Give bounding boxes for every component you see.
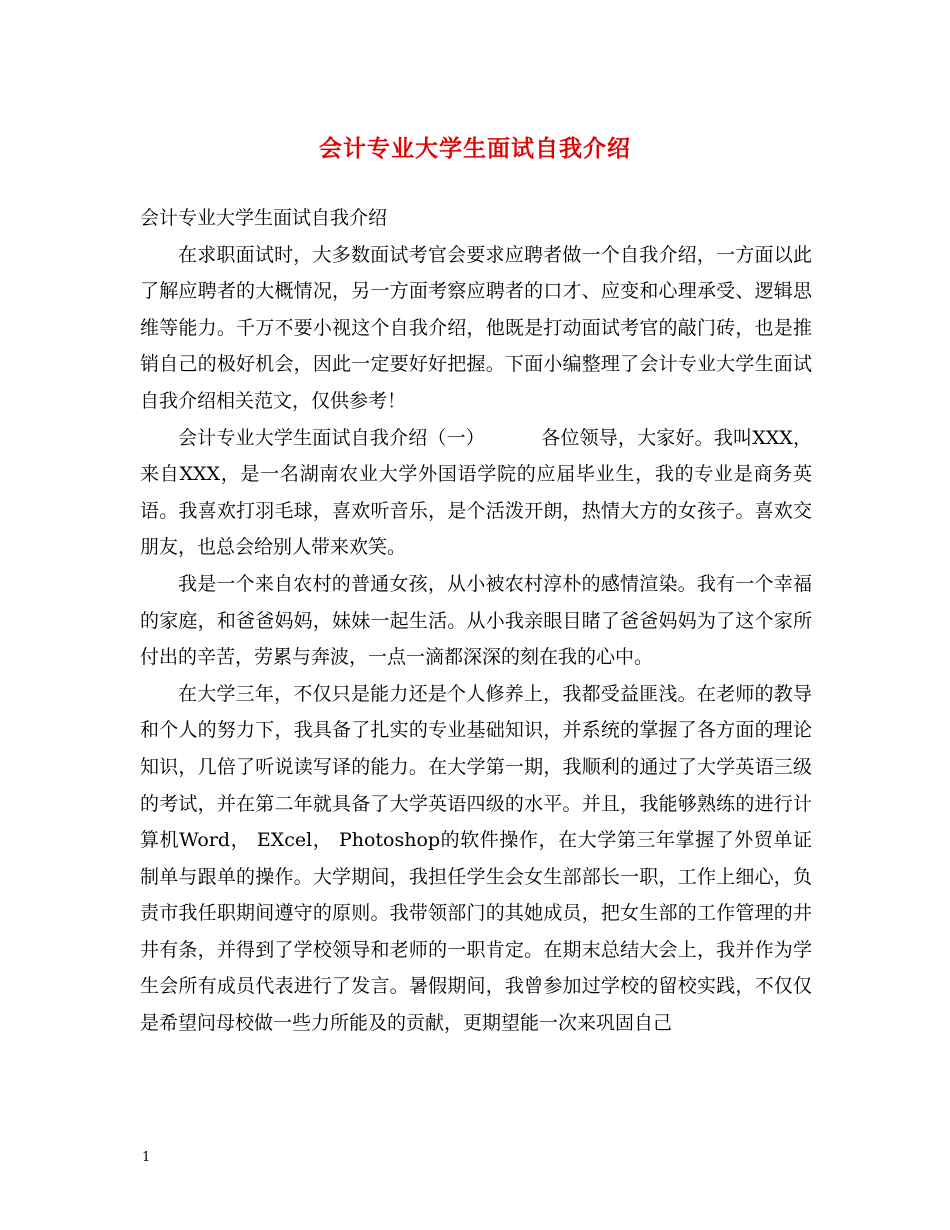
section-body: 各位领导，大家好。我叫XXX，来自XXX，是一名湖南农业大学外国语学院的应届毕业生，我的专业是商务英语。我喜欢打羽毛球，喜欢听音乐，是个活泼开朗，热情大方的女孩子。喜欢交朋友，也总会给别人带来欢笑。: [140, 426, 812, 559]
page-number: 1: [142, 1150, 151, 1165]
section-heading: 会计专业大学生面试自我介绍（一）: [178, 426, 485, 449]
document-body: [140, 200, 812, 1042]
background-paragraph: 我是一个来自农村的普通女孩，从小被农村淳朴的感情渲染。我有一个幸福的家庭，和爸爸妈妈，妹妹一起生活。从小我亲眼目睹了爸爸妈妈为了这个家所付出的辛苦，劳累与奔波，一点一滴都深深的刻在我的心中。: [140, 572, 812, 669]
document-title: 会计专业大学生面试自我介绍: [319, 135, 631, 162]
intro-paragraph: 在求职面试时，大多数面试考官会要求应聘者做一个自我介绍，一方面以此了解应聘者的大概情况，另一方面考察应聘者的口才、应变和心理承受、逻辑思维等能力。千万不要小视这个自我介绍，他既是打动面试考官的敲门砖，也是推销自己的极好机会，因此一定要好好把握。下面小编整理了会计专业大学生面试自我介绍相关范文，仅供参考！: [140, 243, 812, 412]
university-paragraph: 在大学三年，不仅只是能力还是个人修养上，我都受益匪浅。在老师的教导和个人的努力下，我具备了扎实的专业基础知识，并系统的掌握了各方面的理论知识，几倍了听说读写译的能力。在大学第一期，我顺利的通过了大学英语三级的考试，并在第二年就具备了大学英语四级的水平。并且，我能够熟练的进行计算机Word， EXcel， Photoshop的软件操作，在大学第三年掌握了外贸单证制单与跟单的操作。大学期间，我担任学生会女生部部长一职，工作上细心，负责市我任职期间遵守的原则。我带领部门的其她成员，把女生部的工作管理的井井有条，并得到了学校领导和老师的一职肯定。在期末总结大会上，我并作为学生会所有成员代表进行了发言。暑假期间，我曾参加过学校的留校实践，不仅仅是希望问母校做一些力所能及的贡献，更期望能一次来巩固自己: [140, 682, 812, 1035]
document-subtitle: 会计专业大学生面试自我介绍: [140, 207, 388, 229]
section-paragraph: [140, 420, 812, 566]
